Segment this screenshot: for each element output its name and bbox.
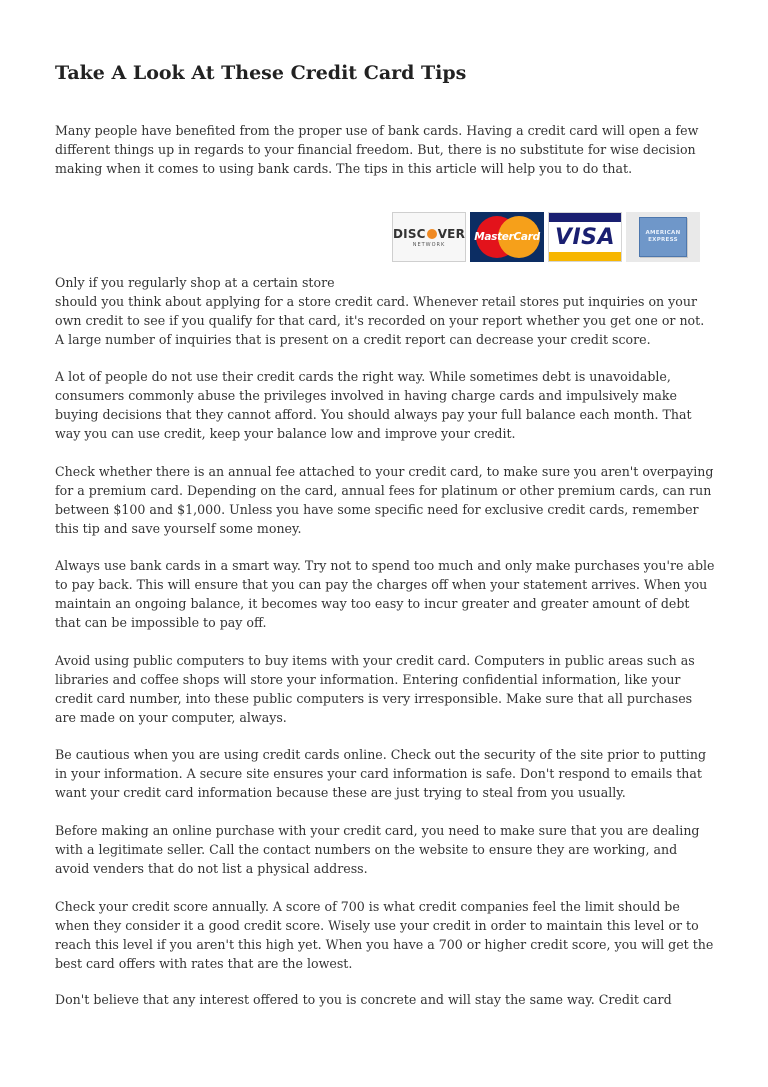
paragraph-smart-way: Always use bank cards in a smart way. Try not to spend too much and only make purchases you're able to pay back. This will ensure that you can pay the charges off when your statement arrives. When you maintain an ongoing balance, it becomes way too easy to incur greater and greater amount of debt that can be impossible to pay off. — [55, 558, 715, 630]
discover-network-label: NETWORK — [412, 241, 446, 248]
discover-dot-icon — [427, 229, 437, 239]
paragraph-store-credit: should you think about applying for a store credit card. Whenever retail stores put inquiries on your own credit to see if you qualify for that card, it's recorded on your report whether you get one or not. A large number of inquiries that is present on a credit report can decrease your credit score. — [55, 294, 705, 347]
visa-bottom-band — [549, 252, 621, 261]
paragraph-annual-fee: Check whether there is an annual fee attached to your credit card, to make sure you aren't overpaying for a premium card. Depending on the card, annual fees for platinum or other premium cards, can run between $100 and $1,000. Unless you have some specific need for exclusive credit cards, remember this tip and save yourself some money. — [55, 464, 714, 536]
visa-logo-icon — [548, 212, 622, 262]
paragraph-intro: Many people have benefited from the proper use of bank cards. Having a credit card will open a few different things up in regards to your financial freedom. But, there is no substitute for wise decision making when it comes to using bank cards. The tips in this article will help you to do that. — [55, 123, 699, 176]
mastercard-label: MasterCard — [474, 231, 540, 243]
article-title: Take A Look At These Credit Card Tips — [55, 62, 467, 84]
discover-logo-icon — [392, 212, 466, 262]
paragraph-online-caution: Be cautious when you are using credit cards online. Check out the security of the site prior to putting in your information. A secure site ensures your card information is safe. Don't respond to emails that want your credit card information because these are just trying to steal from you usually. — [55, 747, 707, 800]
mastercard-logo-icon — [470, 212, 544, 262]
paragraph-store-lead: Only if you regularly shop at a certain store — [55, 275, 335, 290]
amex-logo-icon — [626, 212, 700, 262]
visa-label: VISA — [554, 224, 616, 250]
visa-top-band — [549, 213, 621, 222]
paragraph-public-computers: Avoid using public computers to buy items with your credit card. Computers in public areas such as libraries and coffee shops will store your information. Entering confidential information, like your credit card number, into these public computers is very irresponsible. Make sure that all purchases are made on your computer, always. — [55, 653, 695, 725]
amex-line2: EXPRESS — [648, 237, 678, 243]
discover-brand-end: VER — [437, 226, 466, 241]
credit-card-logos — [392, 212, 700, 262]
amex-line1: AMERICAN — [645, 230, 681, 236]
amex-box — [639, 217, 687, 257]
paragraph-use-right-way: A lot of people do not use their credit cards the right way. While sometimes debt is unavoidable, consumers commonly abuse the privileges involved in having charge cards and impulsively make buying decisions that they cannot afford. You should always pay your full balance each month. That way you can use credit, keep your balance low and improve your credit. — [55, 369, 692, 441]
paragraph-legit-seller: Before making an online purchase with your credit card, you need to make sure that you are dealing with a legitimate seller. Call the contact numbers on the website to ensure they are working, and avoid venders that do not list a physical address. — [55, 823, 700, 876]
paragraph-credit-score: Check your credit score annually. A score of 700 is what credit companies feel the limit should be when they consider it a good credit score. Wisely use your credit in order to maintain this level or to reach this level if you aren't this high yet. When you have a 700 or higher credit score, you will get the best card offers with rates that are the lowest. — [55, 899, 714, 971]
discover-brand-start: DISC — [393, 226, 426, 241]
paragraph-interest: Don't believe that any interest offered to you is concrete and will stay the same way. Credit card — [55, 992, 672, 1007]
